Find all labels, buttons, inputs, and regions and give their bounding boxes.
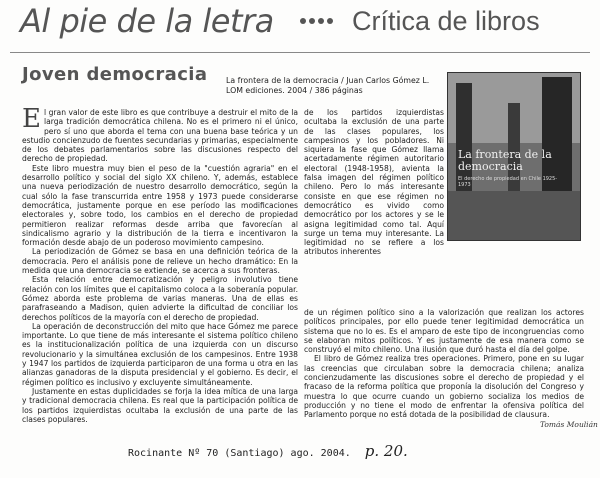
footer-citation [128, 442, 408, 460]
dot [318, 18, 324, 24]
paragraph: de los partidos izquierdistas ocultaba la exclusión de una parte de las clases populares, los campesinos y los pobladores. Ni siquiera la fase que Gómez llama acertadamente régimen autoritario electoral (1948-1958), avienta la falsa imagen del régimen político chileno. Pero lo más interesante consiste en que ese régimen no democrático es vivido como democrático por los actores y se le asigna legitimidad como tal. Aquí surge un tema muy interesante. La legitimidad no se refiere a los atributos inherentes [304, 108, 444, 257]
article-column-2-bottom [304, 308, 584, 420]
handwritten-page-note: p. 20. [364, 442, 408, 460]
paragraph: Justamente en estas duplicidades se forja la idea mítica de una larga y tradicional democracia chilena. Es real que la participación política de los partidos izquierdistas ocultaba la exclusión de una parte de las clases populares. [22, 386, 298, 424]
paragraph: El libro de Gómez realiza tres operaciones. Primero, pone en su lugar las creencias que circulaban sobre la democracia chilena; analiza concienzudamente las discusiones sobre el derecho de propiedad y el fracaso de la reforma política que proponía la disolución del Congreso y muestra lo que ocurre cuando un gobierno socializa los medios de producción y no tiene el modo de enfrentar la ofensiva política del Parlamento porque no está dotada de la posibilidad de clausura. [304, 354, 584, 420]
paragraph: La periodización de Gómez se basa en una definición teórica de la democracia. Pero el análisis pone de relieve un hecho dramático: En la medida que una democracia se extiende, se acerca a sus fronteras. [22, 247, 298, 276]
section-title: Al pie de la letra [20, 2, 274, 40]
dot [327, 18, 333, 24]
article-column-2-top [304, 108, 444, 308]
dot [309, 18, 315, 24]
book-cover-image [447, 72, 581, 241]
paragraph: El gran valor de este libro es que contribuye a destruir el mito de la larga tradición democrática chilena. No es el primero ni el único, pero sí uno que aborda el tema con una buena base teórica y un estudio concienzudo de fuentes secundarias y primarias, especialmente de los debates parlamentarios sobre las discusiones respecto del derecho de propiedad. [22, 104, 298, 164]
paragraph: Esta relación entre democratización y peligro involutivo tiene relación con los límites que el capitalismo coloca a la soberanía popular. Gómez aborda este problema de varias maneras. Una de ellas es parafraseando a Madison, quien advierte la dificultad de conciliar los derechos políticos de la mayoría con el derecho de propiedad. [22, 275, 298, 322]
cover-ground [448, 191, 580, 240]
cover-building [542, 77, 572, 191]
article-column-1 [22, 104, 298, 468]
paragraph: de un régimen político sino a la valorización que realizan los actores políticos principales, por ello puede tener legitimidad democrática un sistema que no lo es. Es el amparo de este tipo de incongruencias como se elaboran mitos políticos. Y es justamente de esa manera como se construyó el mito chileno. Una ilusión que duró hasta el día del golpe. [304, 308, 584, 355]
author-signature: Tomás Moulián [540, 420, 598, 429]
dot [300, 18, 306, 24]
cover-subtitle: El derecho de propiedad en Chile 1925-1973 [458, 176, 558, 188]
book-meta: La frontera de la democracia / Juan Carlos Gómez L. LOM ediciones. 2004 / 386 páginas [226, 76, 430, 95]
paragraph: La operación de deconstrucción del mito que hace Gómez me parece importante. Lo que tiene de más interesante el sistema político chileno es la institucionalización política de una izquierda con un discurso revolucionario y la simultánea exclusión de los campesinos. Entre 1938 y 1947 los partidos de izquierda participaron de una forma u otra en las alianzas ganadoras de la disputa presidencial y el gobierno. Es decir, el régimen político es inclusivo y excluyente simultáneamente. [22, 321, 298, 387]
paragraph: Este libro muestra muy bien el peso de la "cuestión agraria" en el desarrollo político y social del siglo XX chileno. Y, además, establece una nueva periodización de nuestro desarrollo democrático, según la cual sólo la fase transcurrida entre 1958 y 1973 puede considerarse democrática, justamente porque en ese período las modificaciones electorales y, sobre todo, los cambios en el derecho de propiedad permitieron realizar reformas desde arriba que favorecían al sindicalismo agrario y la distribución de la tierra e incentivaron la formación desde abajo de un poderoso movimiento campesino. [22, 163, 298, 248]
header-divider [10, 52, 590, 53]
section-dots [300, 18, 333, 24]
cover-title: La frontera de la democracia [458, 148, 552, 173]
citation-text: Rocinante Nº 70 (Santiago) ago. 2004. [128, 448, 351, 459]
drop-cap: E [22, 104, 41, 134]
cover-building [456, 83, 472, 191]
article-headline: Joven democracia [22, 64, 208, 85]
section-subtitle: Crítica de libros [352, 6, 540, 36]
